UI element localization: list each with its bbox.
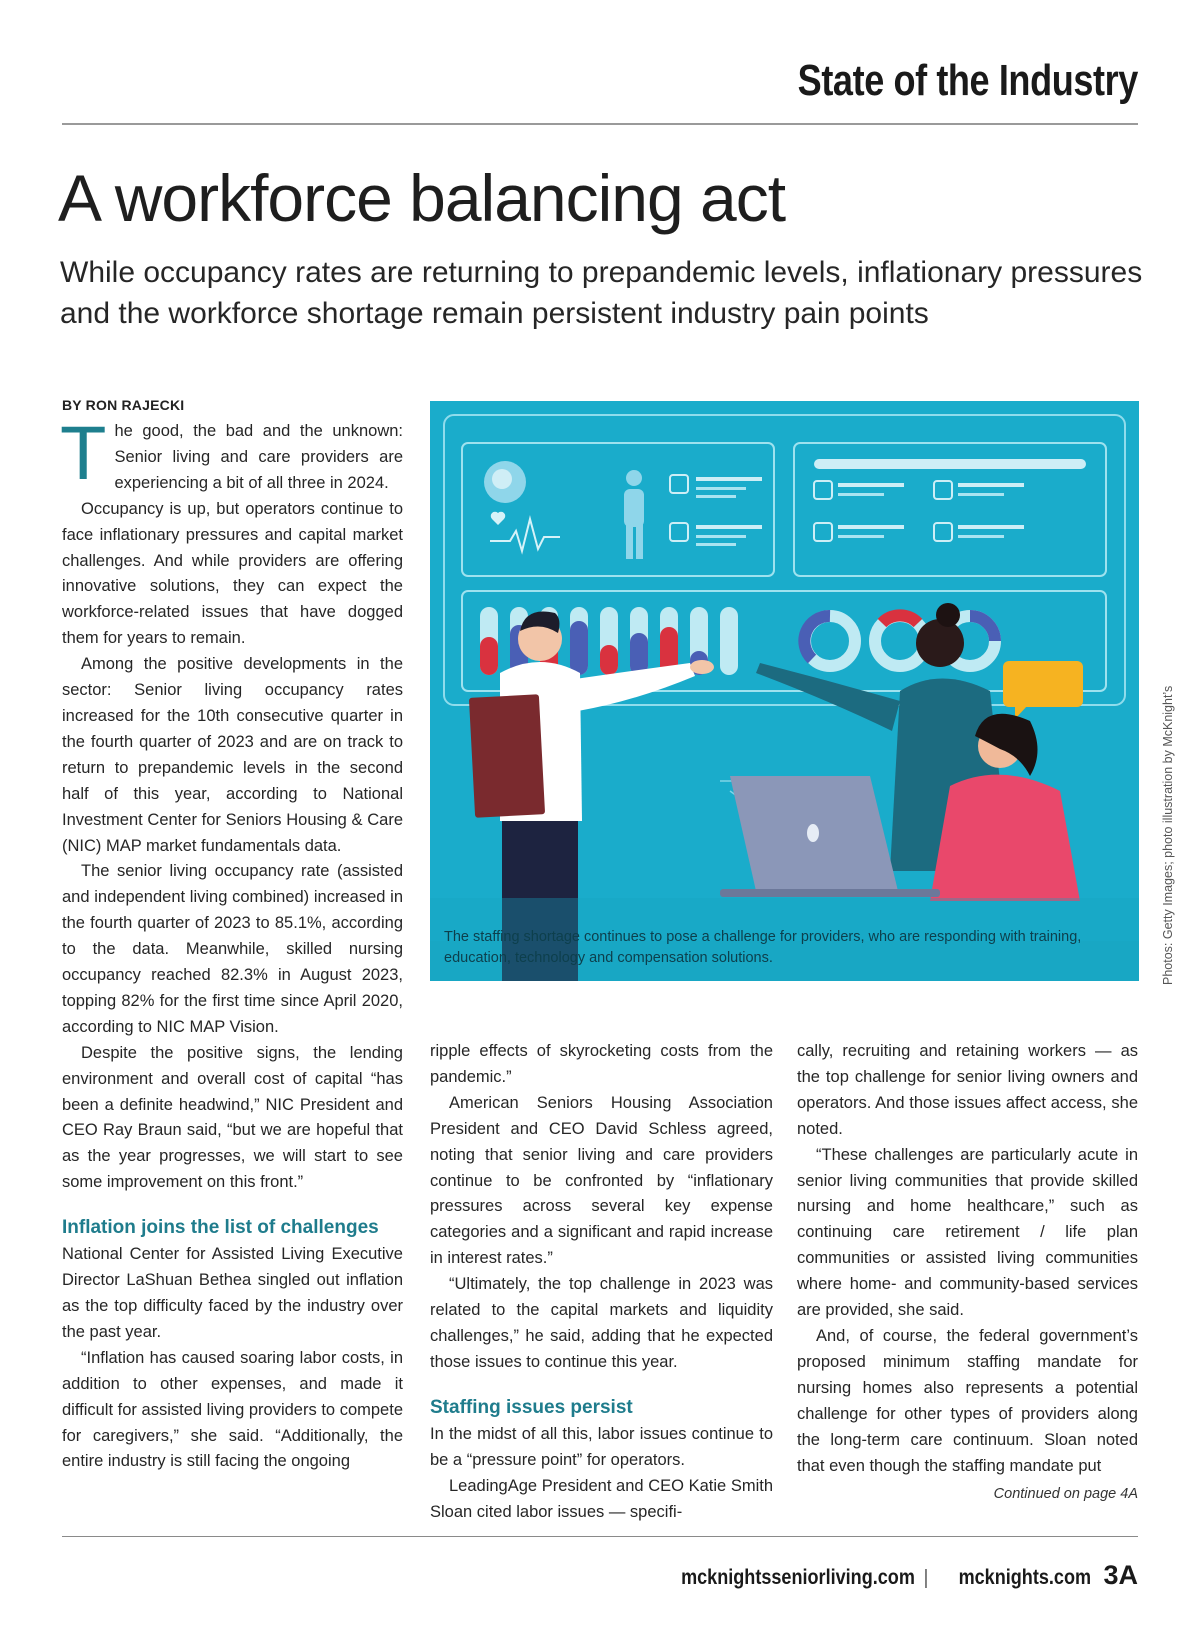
deck: While occupancy rates are returning to prepandemic levels, inflationary pressures and the workforce shortage remain persistent industry pain points — [60, 256, 1143, 330]
drop-cap: T — [60, 411, 107, 496]
subhead-inflation: Inflation joins the list of challenges — [62, 1217, 379, 1239]
continued-note: Continued on page 4A — [993, 1486, 1138, 1502]
paragraph: The senior living occupancy rate (assisted and independent living combined) increased in the fourth quarter of 2023 to 85.1%, according to the data. Meanwhile, skilled nursing occupancy reached 82.3% in August 2023, topping 82% for the first time since April 2020, according to NIC MAP Vision. — [62, 862, 403, 1036]
column-2 — [430, 1039, 773, 1525]
paragraph: In the midst of all this, labor issues continue to be a “pressure point” for operators. — [430, 1424, 773, 1469]
footer — [643, 1560, 1138, 1591]
paragraph: “These challenges are particularly acute in senior living communities that provide skilled nursing and home healthcare,” such as continuing care retirement / life plan communities or assisted living communities where home- and community-based services are provided, she said. — [797, 1145, 1138, 1320]
byline: BY RON RAJECKI — [62, 397, 185, 413]
paragraph: LeadingAge President and CEO Katie Smith Sloan cited labor issues — specifi- — [430, 1476, 773, 1521]
paragraph: Despite the positive signs, the lending environment and overall cost of capital “has been a definite headwind,” NIC President and CEO Ray Braun said, “but we are hopeful that as the year progresses, we will start to see some improvement on this front.” — [62, 1043, 403, 1192]
footer-separator: | — [923, 1567, 929, 1589]
header-rule — [62, 123, 1138, 125]
paragraph: Among the positive developments in the sector: Senior living occupancy rates increased for the 10th consecutive quarter in the fourth quarter of 2023 and are on track to return to prepandemic levels in the second half of this year, according to National Investment Center for Seniors Housing & Care (NIC) MAP market fundamentals data. — [62, 655, 403, 855]
column-3 — [797, 1039, 1138, 1479]
paragraph: The good, the bad and the unknown: Senior living and care providers are experiencing a bit of all three in 2024. — [60, 411, 403, 496]
column-1 — [60, 411, 403, 1475]
paragraph: National Center for Assisted Living Executive Director LaShuan Bethea singled out inflation as the top difficulty faced by the industry over the past year. — [62, 1245, 403, 1341]
paragraph: American Seniors Housing Association President and CEO David Schless agreed, noting that senior living and care providers continue to be confronted by “inflationary pressures across several key expense categories and a significant and rapid increase in interest rates.” — [430, 1093, 773, 1268]
illustration-graphic — [430, 401, 1139, 981]
page-number: 3A — [1103, 1560, 1138, 1590]
headline: A workforce balancing act — [58, 161, 786, 235]
illustration — [430, 401, 1139, 981]
subhead-staffing: Staffing issues persist — [430, 1396, 633, 1418]
paragraph: “Ultimately, the top challenge in 2023 was related to the capital markets and liquidity challenges,” he said, adding that he expected those issues to continue this year. — [430, 1275, 773, 1371]
photo-credit: Photos: Getty Images; photo illustration by McKnight’s — [1161, 685, 1175, 985]
figure-caption: The staffing shortage continues to pose a challenge for providers, who are responding with training, education, technology and compensation solutions. — [444, 929, 1082, 966]
paragraph: And, of course, the federal government’s proposed minimum staffing mandate for nursing homes also represents a potential challenge for other types of providers along the long-term care continuum. Sloan noted that even though the staffing mandate put — [797, 1326, 1138, 1475]
footer-link-seniorliving[interactable]: mcknightsseniorliving.com — [681, 1566, 915, 1589]
paragraph: ripple effects of skyrocketing costs from the pandemic.” — [430, 1042, 773, 1086]
section-title: State of the Industry — [797, 56, 1138, 105]
paragraph: “Inflation has caused soaring labor costs, in addition to other expenses, and made it difficult for assisted living providers to compete for caregivers,” she said. “Additionally, the entire industry is still facing the ongoing — [62, 1348, 403, 1471]
footer-rule — [62, 1536, 1138, 1537]
paragraph: cally, recruiting and retaining workers — as the top challenge for senior living owners and operators. And those issues affect access, she noted. — [797, 1042, 1138, 1138]
footer-link-mcknights[interactable]: mcknights.com — [958, 1566, 1092, 1589]
paragraph: Occupancy is up, but operators continue to face inflationary pressures and capital market challenges. And while providers are offering innovative solutions, they can expect the workforce-related issues that have dogged them for years to remain. — [62, 499, 403, 648]
